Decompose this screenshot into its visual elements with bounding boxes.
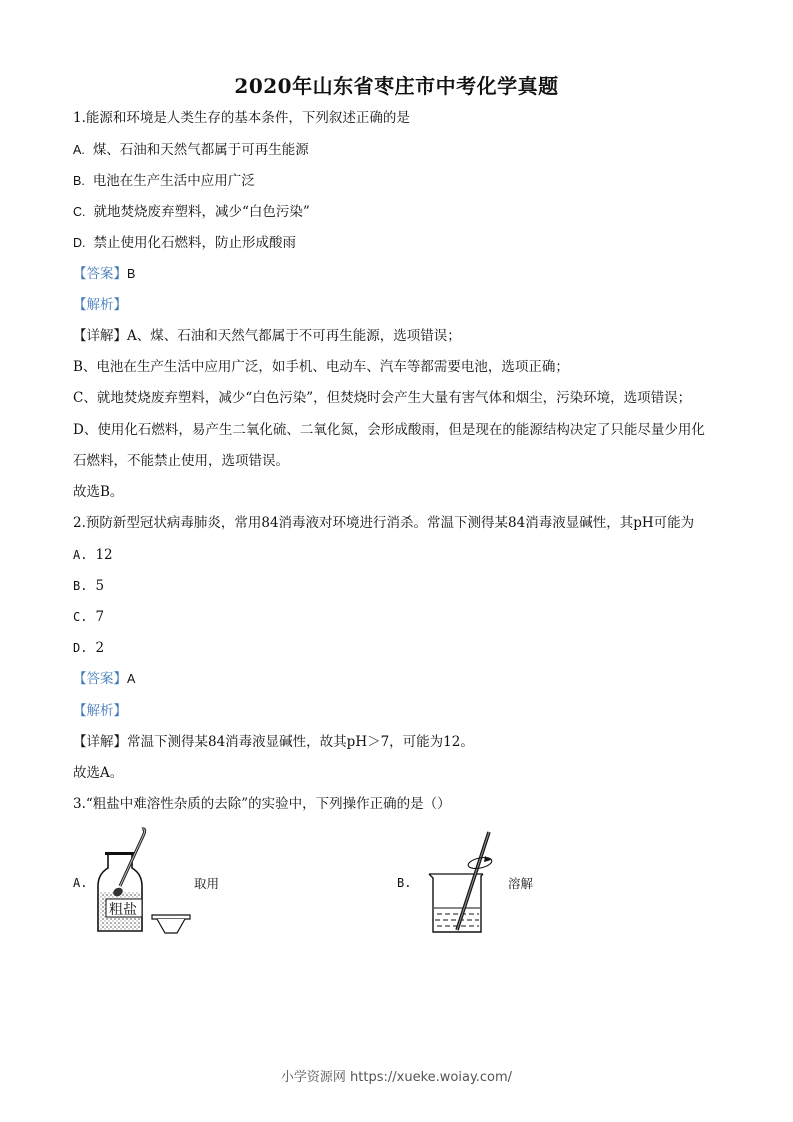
answer-tag: 【答案】 [73,671,127,687]
option-letter: C. [73,205,86,219]
footer-watermark: 小学资源网 https://xueke.woiay.com/ [280,1070,513,1085]
question-3-stem: 3.“粗盐中难溶性杂质的去除”的实验中，下列操作正确的是（） [73,796,451,812]
option-letter: C. [73,610,88,624]
question-2-answer [73,670,135,688]
question-2-option-b [73,577,104,595]
option-letter: B. [73,579,88,593]
question-2-stem: 2.预防新型冠状病毒肺炎，常用84消毒液对环境进行消杀。常温下测得某84消毒液显碱性，其pH可能为 [73,515,695,531]
option-text: 禁止使用化石燃料，防止形成酸雨 [93,235,296,251]
option-letter: D. [73,236,86,250]
svg-text:粗盐: 粗盐 [109,902,137,918]
question-1-option-c [73,203,310,221]
option-text: 电池在生产生活中应用广泛 [92,173,255,189]
option-text: 7 [95,609,105,625]
question-1-detail-line: D、使用化石燃料，易产生二氧化硫、二氧化氮，会形成酸雨，但是现在的能源结构决定了只能尽量少用化 [73,422,705,438]
question-1-conclusion: 故选B。 [73,484,124,500]
question-1-option-d [73,234,296,252]
question-1-answer [73,265,135,283]
question-1-option-b [73,172,255,190]
question-1-detail-line: C、就地焚烧废弃塑料，减少“白色污染”，但焚烧时会产生大量有害气体和烟尘，污染环境，选项错误； [73,390,692,406]
question-1-analysis-tag: 【解析】 [73,297,127,313]
question-2-option-a [73,546,113,564]
option-letter: A. [73,143,85,157]
answer-value: B [127,267,136,281]
option-text: 5 [95,578,105,594]
beaker-stirring-rod-icon [425,826,505,938]
question-2-option-c [73,608,104,626]
question-1-option-a [73,141,309,159]
option-text: 煤、石油和天然气都属于可再生能源 [92,142,309,158]
question-1-detail-line: 石燃料，不能禁止使用，选项错误。 [73,453,289,469]
question-1-detail-line: B、电池在生产生活中应用广泛，如手机、电动车、汽车等都需要电池，选项正确； [73,359,569,375]
question-1-detail-line: 【详解】A、煤、石油和天然气都属于不可再生能源，选项错误； [73,328,461,344]
question-2-analysis-tag: 【解析】 [73,703,127,719]
option-letter: B. [73,174,85,188]
option-letter: A. [73,548,88,562]
salt-jar-with-spoon-icon [90,826,200,938]
figure-a-letter: A. [73,876,88,890]
question-2-conclusion: 故选A。 [73,765,124,781]
option-text: 12 [95,547,113,563]
option-letter: D. [73,641,88,655]
option-text: 就地焚烧废弃塑料，减少“白色污染” [93,204,310,220]
question-2-detail-line: 【详解】常温下测得某84消毒液显碱性，故其pH＞7，可能为12。 [73,734,474,750]
figure-b-caption: 溶解 [508,876,534,891]
figure-a-caption: 取用 [194,876,220,891]
option-text: 2 [95,640,105,656]
answer-tag: 【答案】 [73,266,127,282]
page-title: 2020年山东省枣庄市中考化学真题 [234,74,559,98]
question-2-option-d [73,639,104,657]
question-1-stem: 1.能源和环境是人类生存的基本条件，下列叙述正确的是 [73,110,410,126]
figure-b-letter: B. [397,876,412,890]
answer-value: A [127,672,136,686]
